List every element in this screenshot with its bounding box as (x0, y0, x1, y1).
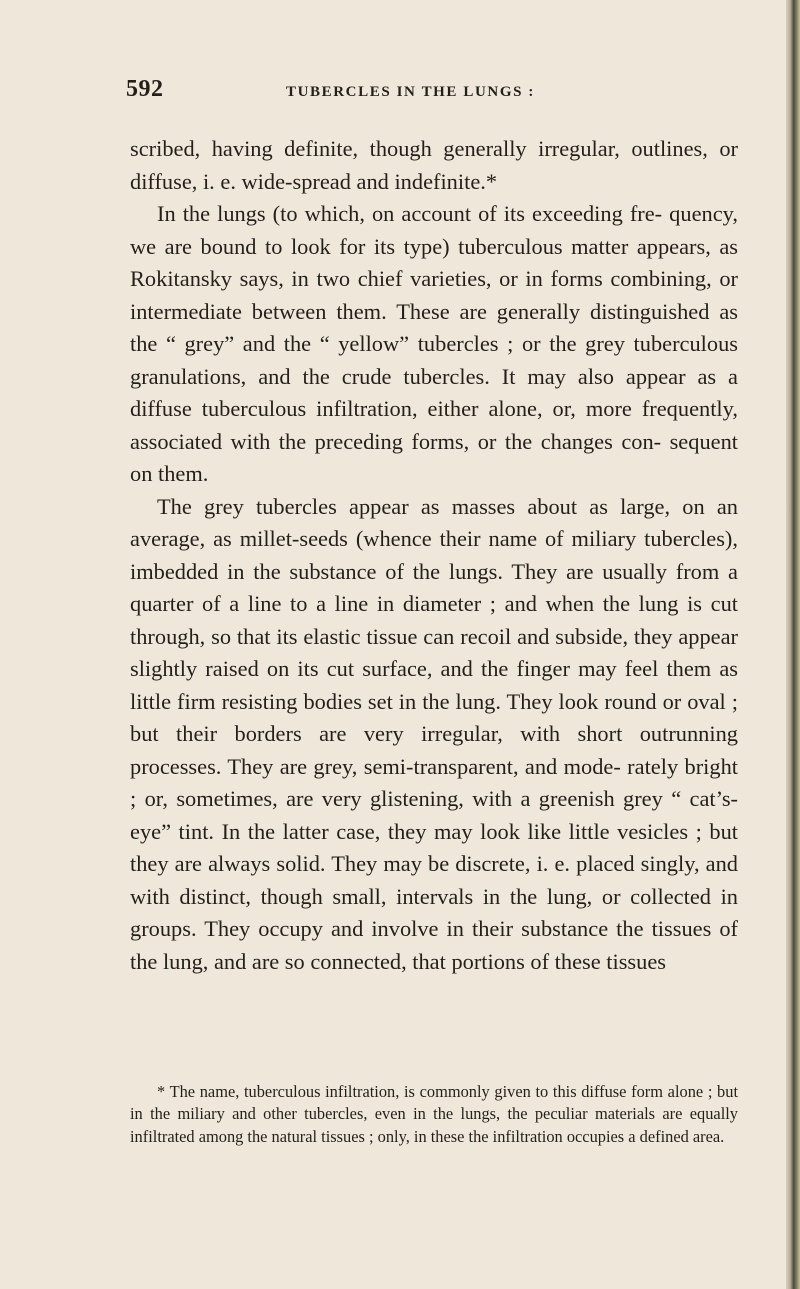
footnote (130, 1081, 738, 1148)
footnote-text: * The name, tuberculous infiltration, is commonly given to this diffuse form alone ; but in the miliary and other tubercles, even in the lungs, the peculiar materials are equally infiltrated among the natural tissues ; only, in these the infiltration occupies a defined area. (130, 1082, 738, 1146)
page-header (126, 76, 726, 108)
paragraph-2: In the lungs (to which, on account of its exceeding fre- quency, we are bound to look for its type) tuberculous matter appears, as Rokitansky says, in two chief varieties, or in forms combining, or intermediate between them. These are generally distinguished as the “ grey” and the “ yellow” tubercles ; or the grey tuberculous granulations, and the crude tubercles. It may also appear as a diffuse tuberculous infiltration, either alone, or, more frequently, associated with the preceding forms, or the changes con- sequent on them. (130, 201, 738, 486)
page-number: 592 (126, 76, 164, 102)
page-edge (786, 0, 800, 1289)
running-head: TUBERCLES IN THE LUNGS : (286, 84, 536, 100)
paragraph-1: scribed, having definite, though generally irregular, outlines, or diffuse, i. e. wide-spread and indefinite.* (130, 136, 738, 194)
paragraph-3: The grey tubercles appear as masses about as large, on an average, as millet-seeds (whence their name of miliary tubercles), imbedded in the substance of the lungs. They are usually from a quarter of a line to a line in diameter ; and when the lung is cut through, so that its elastic tissue can recoil and subside, they appear slightly raised on its cut surface, and the finger may feel them as little firm resisting bodies set in the lung. They look round or oval ; but their borders are very irregular, with short outrunning processes. They are grey, semi-transparent, and mode- rately bright ; or, sometimes, are very glistening, with a greenish grey “ cat’s-eye” tint. In the latter case, they may look like little vesicles ; but they are always solid. They may be discrete, i. e. placed singly, and with distinct, though small, intervals in the lung, or collected in groups. They occupy and involve in their substance the tissues of the lung, and are so connected, that portions of these tissues (130, 493, 738, 974)
body-text (130, 133, 738, 978)
